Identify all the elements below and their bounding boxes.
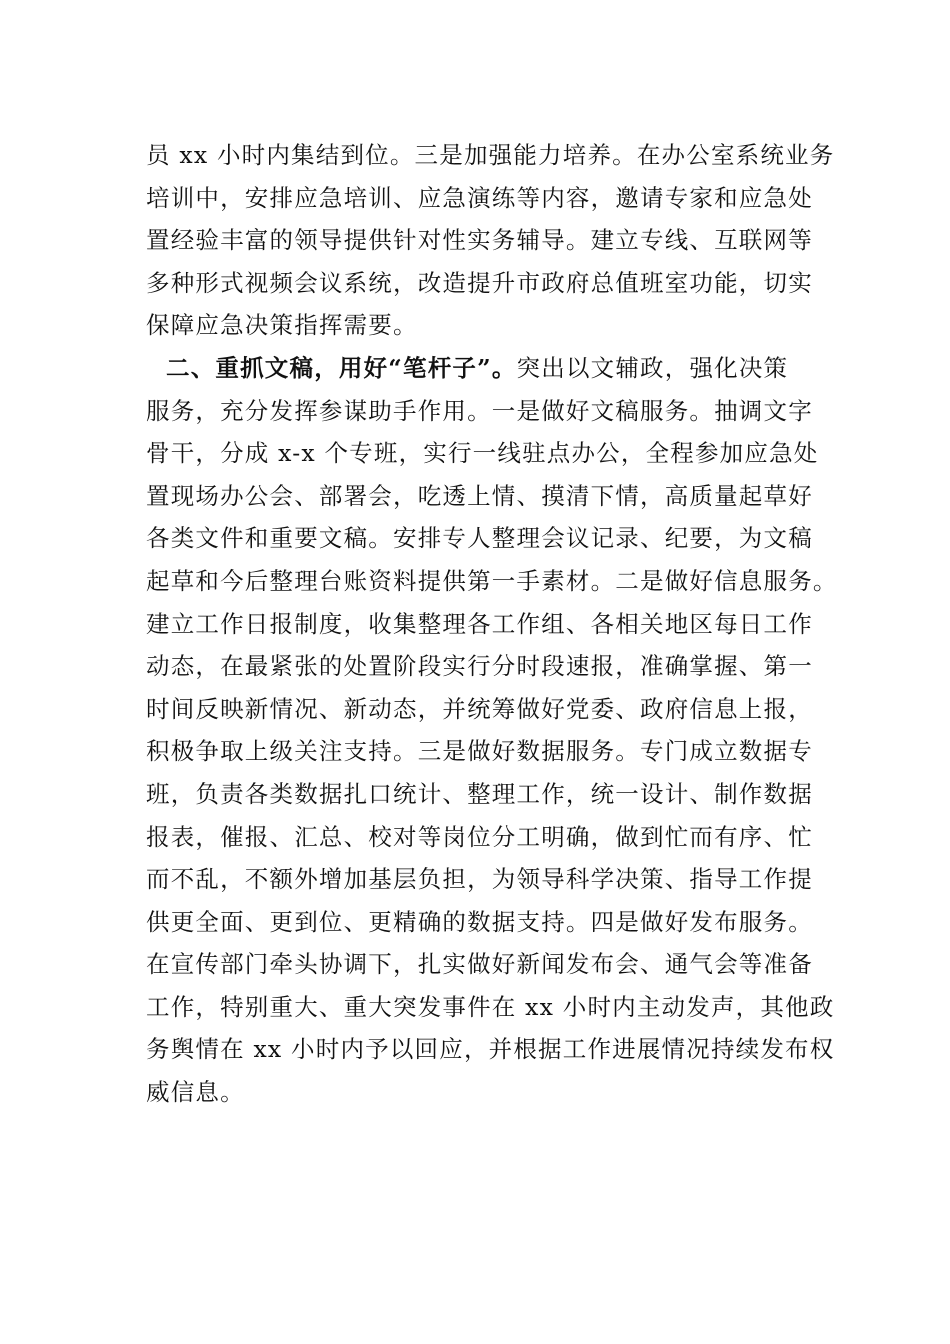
section-heading: 二、重抓文稿，用好“笔杆子”。 [166, 353, 517, 382]
text-line: 多种形式视频会议系统，改造提升市政府总值班室功能，切实 [146, 268, 813, 297]
document-body [146, 134, 838, 1114]
text-line: 保障应急决策指挥需要。 [146, 311, 418, 340]
text-line: 务舆情在 xx 小时内予以回应，并根据工作进展情况持续发布权 [146, 1035, 835, 1064]
text-line: 建立工作日报制度，收集整理各工作组、各相关地区每日工作 [146, 609, 813, 638]
paragraph-1 [146, 134, 835, 347]
paragraph-2-first-line [146, 347, 826, 390]
text-line: 置现场办公会、部署会，吃透上情、摸清下情，高质量起草好 [146, 481, 813, 510]
text-line: 动态，在最紧张的处置阶段实行分时段速报，准确掌握、第一 [146, 652, 813, 681]
text-line: 报表，催报、汇总、校对等岗位分工明确，做到忙而有序、忙 [146, 822, 813, 851]
text-run: 突出以文辅政，强化决策 [516, 353, 789, 382]
text-line: 积极争取上级关注支持。三是做好数据服务。专门成立数据专 [146, 737, 813, 766]
text-line: 各类文件和重要文稿。安排专人整理会议记录、纪要，为文稿 [146, 524, 813, 553]
paragraph-2 [146, 347, 838, 1114]
text-line: 员 xx 小时内集结到位。三是加强能力培养。在办公室系统业务 [146, 141, 835, 169]
text-line: 在宣传部门牵头协调下，扎实做好新闻发布会、通气会等准备 [146, 950, 813, 979]
text-line: 置经验丰富的领导提供针对性实务辅导。建立专线、互联网等 [146, 226, 813, 255]
text-line: 而不乱，不额外增加基层负担，为领导科学决策、指导工作提 [146, 865, 813, 894]
text-line: 工作，特别重大、重大突发事件在 xx 小时内主动发声，其他政 [146, 992, 835, 1021]
text-line: 班，负责各类数据扎口统计、整理工作，统一设计、制作数据 [146, 779, 813, 808]
text-line: 时间反映新情况、新动态，并统筹做好党委、政府信息上报， [146, 694, 813, 723]
text-line: 起草和今后整理台账资料提供第一手素材。二是做好信息服务。 [146, 566, 838, 595]
text-line: 培训中，安排应急培训、应急演练等内容，邀请专家和应急处 [146, 183, 813, 212]
text-line: 服务，充分发挥参谋助手作用。一是做好文稿服务。抽调文字 [146, 396, 813, 425]
text-line: 供更全面、更到位、更精确的数据支持。四是做好发布服务。 [146, 907, 813, 936]
text-line: 骨干，分成 x-x 个专班，实行一线驻点办公，全程参加应急处 [146, 439, 819, 468]
text-line: 威信息。 [146, 1078, 245, 1107]
